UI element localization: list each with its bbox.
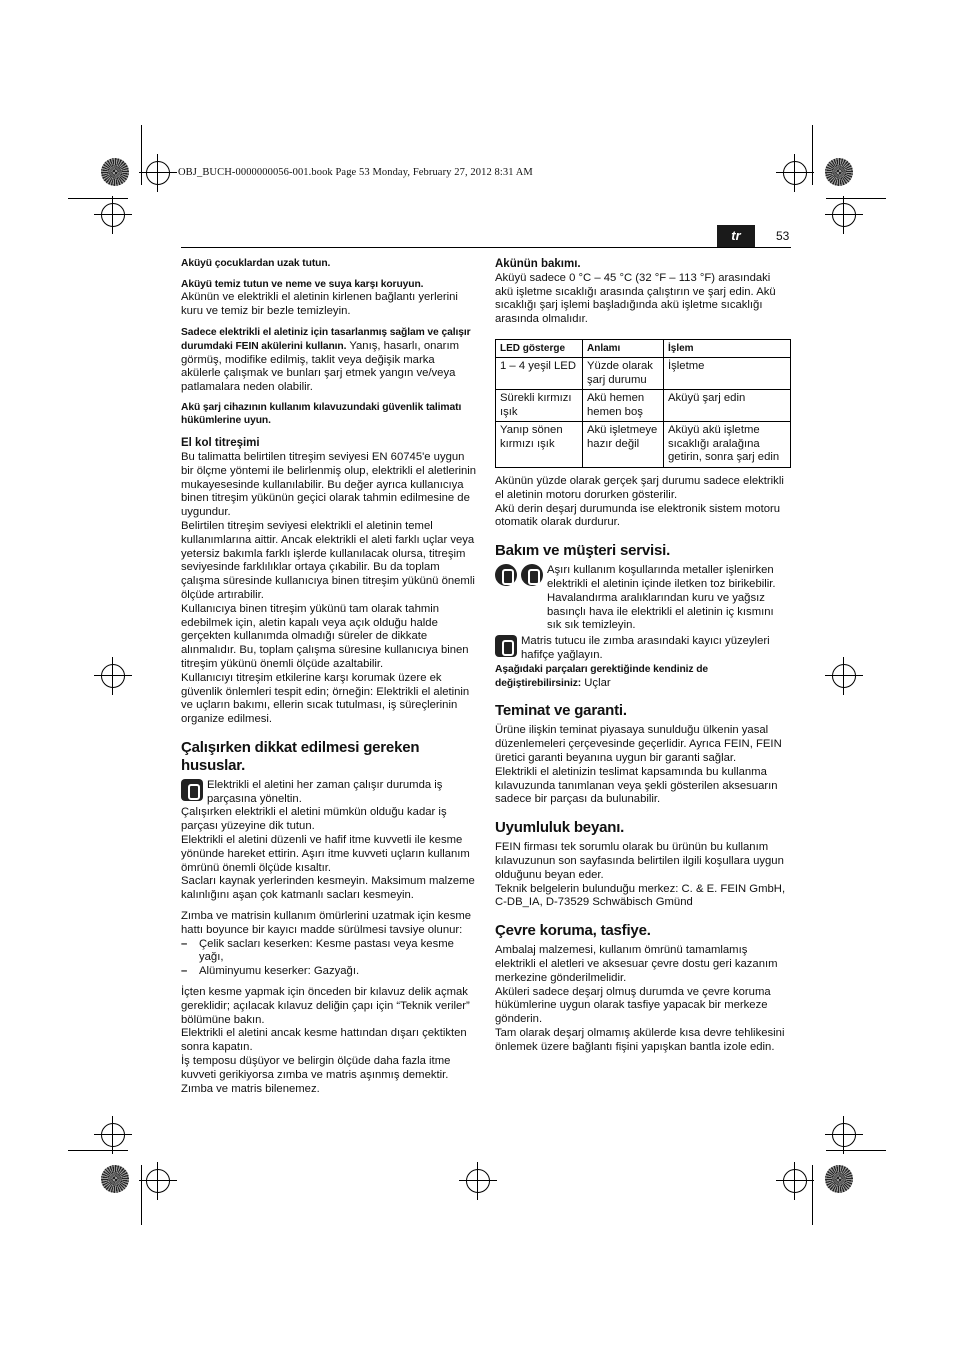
conformity-text: Teknik belgelerin bulunduğu merkez: C. & E. FEIN GmbH, C-DB_IA, D-73529 Schwäbisch Gmünd xyxy=(495,882,786,909)
registration-mark xyxy=(101,664,125,688)
table-cell: Akü hemen hemen boş xyxy=(583,390,664,422)
warranty-text: Ürüne ilişkin teminat piyasaya sunulduğu ülkenin yasal düzenlemeleri çerçevesinde geçerlidir. Ayrıca FEIN, FEIN üretici garanti beyanına uygun bir garanti sağlar. xyxy=(495,724,782,764)
environment-text: Ambalaj malzemesi, kullanım ömrünü tamamlamış elektrikli el aletleri ve aksesuar çevre dostu geri kazanım merkezine gönderilmelidir. xyxy=(495,944,778,984)
service-text: Aşırı kullanım koşullarında metaller işlenirken elektrikli el aletinin içinde iletken toz birikebilir. Havalandırma aralıklarından kuru ve yağsız basınçlı hava ile elektrikli el aletinin iç kısmını sık sık temizleyin. xyxy=(547,564,776,632)
crop-mark xyxy=(141,1165,142,1225)
table-cell: Sürekli kırmızı ışık xyxy=(496,390,583,422)
table-cell: İşletme xyxy=(664,358,791,390)
registration-mark xyxy=(832,664,856,688)
left-column xyxy=(181,258,477,1096)
crop-mark xyxy=(68,198,128,199)
work-instruction-with-icon xyxy=(181,779,477,807)
language-badge: tr xyxy=(717,225,755,247)
led-table xyxy=(495,339,791,468)
battery-care-text: Akü derin deşarj durumunda ise elektronik sistem motoru otomatik olarak durdurur. xyxy=(495,502,781,529)
registration-mark xyxy=(783,161,807,185)
work-paragraph: İş temposu düşüyor ve belirgin ölçüde daha fazla itme kuvveti gerikiyorsa zımba ve matris aşınmış demektir. xyxy=(181,1055,451,1081)
service-instruction-with-icon xyxy=(495,635,791,663)
vibration-paragraph: Belirtilen titreşim seviyesi elektrikli el aletinin temel kullanımlarına aittir. Ancak elektrikli el aleti farklı uçlar veya yetersiz bakımla farklı işlerde kullanılacak olursa, titreşim seviyesinde farklılıklar ortaya çıkabilir. Bu da toplam çalışma süresinde kullanıcıya binen titreşim yükünü önemli ölçüde artırabilir. xyxy=(181,519,475,601)
battery-child-warning: Aküyü çocuklardan uzak tutun. xyxy=(181,258,331,269)
color-bar-disc xyxy=(825,1165,853,1193)
crop-mark xyxy=(826,1150,886,1151)
oil-can-icon xyxy=(495,635,517,657)
list-item-text: Çelik sacları keserken: Kesme pastası veya kesme yağı, xyxy=(199,937,454,964)
crop-mark xyxy=(826,198,886,199)
color-bar-disc xyxy=(101,158,129,186)
table-header-cell: Anlamı xyxy=(583,339,664,358)
table-row xyxy=(496,390,791,422)
work-paragraph: Zımba ve matrisin kullanım ömürlerini uzatmak için kesme hattı boyunce bir kayıcı madde sürülmesi tavsiye olunur: xyxy=(181,910,472,936)
crop-mark xyxy=(141,125,142,185)
registration-mark xyxy=(101,1123,125,1147)
color-bar-disc xyxy=(825,158,853,186)
warranty-heading: Teminat ve garanti. xyxy=(495,702,627,720)
battery-clean-warning: Aküyü temiz tutun ve neme ve suya karşı koruyun. xyxy=(181,278,424,290)
work-paragraph: İçten kesme yapmak için önceden bir kılavuz delik açmak gereklidir; açılacak kılavuz deliğin çapı için “Teknik veriler” bölümüne bakın. xyxy=(181,986,470,1026)
table-cell: Aküyü akü işletme sıcaklığı aralağına getirin, sonra şarj edin xyxy=(664,422,791,468)
work-paragraph: Zımba ve matris bilenemez. xyxy=(181,1082,320,1095)
battery-care-heading: Akünün bakımı. xyxy=(495,258,581,270)
work-icon-text: Elektrikli el aletini her zaman çalışır durumda iş parçasına yöneltin. xyxy=(207,778,443,805)
registration-mark xyxy=(146,161,170,185)
replaceable-parts-text: Uçlar xyxy=(581,676,611,689)
face-mask-icon xyxy=(495,564,517,586)
table-cell: Aküyü şarj edin xyxy=(664,390,791,422)
list-item xyxy=(181,938,477,966)
hand-tool-icon xyxy=(181,779,203,801)
list-item-text: Alüminyumu keserker: Gazyağı. xyxy=(199,965,360,978)
registration-mark xyxy=(832,203,856,227)
registration-mark xyxy=(101,203,125,227)
crop-mark xyxy=(812,125,813,185)
battery-care-text: Akünün yüzde olarak gerçek şarj durumu sadece elektrikli el aletinin motoru dorurken gösterilir. xyxy=(495,474,784,501)
fein-battery-text: Yanış, hasarlı, onarım görmüş, modifike edilmiş, taklit veya değişik marka akülerle çalışmak ve bunları şarj etmek yangın ve/veya patlamalara neden olabilir. xyxy=(181,339,459,394)
vibration-paragraph: Bu talimatta belirtilen titreşim seviyesi EN 60745'e uygun bir ölçme yöntemi ile belirlenmiş olup, elektrikli el aletlerinin mukayesesinde kullanılabilir. Bu değer ayrıca kullanıcıya binen titreşim yükünün geçici olarak tahmin edilmesine de uygundur. xyxy=(181,450,477,519)
table-header-row xyxy=(496,339,791,358)
vibration-paragraph: Kullanıcıya binen titreşim yükünü tam olarak tahmin edebilmek için, aletin kapalı veya açık olduğu halde gerçekten kullanımda olmadığı süreler de dikkate alınmalıdır. Bu, toplam çalışma süresine kullanıcıya binen titreşim yükünü önemli ölçüde azaltabilir. xyxy=(181,602,469,670)
table-cell: Yanıp sönen kırmızı ışık xyxy=(496,422,583,468)
vibration-paragraph: Kullanıcıyı titreşim etkilerine karşı korumak üzere ek güvenlik önlemleri tespit edin; örneğin: Elektrikli el aletinin ve uçların bakımı, ellerin sıcak tutulması, iş süreçlerinin organize edilmesi. xyxy=(181,671,470,726)
vibration-heading: El kol titreşimi xyxy=(181,437,260,450)
table-header-cell: İşlem xyxy=(664,339,791,358)
service-heading: Bakım ve müşteri servisi. xyxy=(495,542,671,560)
fein-battery-warning: Sadece elektrikli el aletiniz için tasarlanmış sağlam ve çalışır durumdaki FEIN akülerini kullanın. xyxy=(181,326,471,352)
crop-mark xyxy=(812,1165,813,1225)
battery-clean-text: Akünün ve elektrikli el aletinin kirlenen bağlantı yerlerini kuru ve temiz bir bezle temizleyin. xyxy=(181,291,458,318)
page-number: 53 xyxy=(776,229,790,243)
table-cell: Akü işletmeye hazır değil xyxy=(583,422,664,468)
battery-care-text: Aküyü sadece 0 °C – 45 °C (32 °F – 113 °F) arasındaki akü işletme sıcaklığı arasında çalıştırın ve şarj edin. Akü sıcaklığı şarj işlemi başladığında akü işletme sıcaklığı arasında olmalıdır. xyxy=(495,271,776,326)
environment-text: Tam olarak deşarj olmamış akülerde kısa devre tehlikesini önlemek üzere bağlantı fişini yapışkan bantla izole edin. xyxy=(495,1026,785,1053)
table-header-cell: LED gösterge xyxy=(496,339,583,358)
service-text: Matris tutucu ile zımba arasındaki kayıcı yüzeyleri hafifçe yağlayın. xyxy=(521,635,770,661)
replaceable-parts-label: Aşağıdaki parçaları gerektiğinde kendiniz de değiştirebilirsiniz: xyxy=(495,663,709,689)
print-slug: OBJ_BUCH-0000000056-001.book Page 53 Monday, February 27, 2012 8:31 AM xyxy=(178,167,533,178)
table-cell: 1 – 4 yeşil LED xyxy=(496,358,583,390)
registration-mark xyxy=(783,1169,807,1193)
color-bar-disc xyxy=(101,1165,129,1193)
conformity-text: FEIN firması tek sorumlu olarak bu ürünün bu kullanım kılavuzunun son sayfasında belirtilen ilgili koşullara uygun olduğunu beyan eder. xyxy=(495,841,784,881)
list-item xyxy=(181,965,477,979)
work-paragraph: Elektrikli el aletini düzenli ve hafif itme kuvvetli ile kesme yönünde hareket ettirin. Aşırı itme kuvveti uçların kullanım ömrünü önemli ölçüde kısaltır. xyxy=(181,834,470,874)
work-paragraph: Çalışırken elektrikli el aletini mümkün olduğu kadar iş parçası yüzeyine dik tutun. xyxy=(181,806,447,833)
charger-warning: Akü şarj cihazının kullanım kılavuzundaki güvenlik talimatı hükümlerine uyun. xyxy=(181,401,462,426)
work-section-heading: Çalışırken dikkat edilmesi gereken hususlar. xyxy=(181,738,420,774)
crop-mark xyxy=(68,1150,128,1151)
environment-text: Aküleri sadece deşarj olmuş durumda ve çevre koruma hükümlerine uygun olarak tasfiye yapacak bir merkeze gönderin. xyxy=(495,985,771,1026)
registration-mark xyxy=(466,1169,490,1193)
header-rule xyxy=(181,247,791,248)
dash-marker: – xyxy=(181,965,188,978)
work-paragraph: Elektrikli el aletini ancak kesme hattından dışarı çektikten sonra kapatın. xyxy=(181,1027,467,1054)
table-row xyxy=(496,422,791,468)
conformity-heading: Uyumluluk beyanı. xyxy=(495,819,625,837)
work-paragraph: Sacları kaynak yerlerinden kesmeyin. Maksimum malzeme kalınlığını aşan çok katmanlı sacları kesmeyin. xyxy=(181,875,475,902)
dash-marker: – xyxy=(181,937,188,950)
environment-heading: Çevre koruma, tasfiye. xyxy=(495,922,651,940)
warranty-text: Elektrikli el aletinizin teslimat kapsamında bu kullanma kılavuzunda tanımlanan veya şekli gösterilen aksesuarın sadece bir parçası da bulunabilir. xyxy=(495,765,778,806)
compressed-air-icon xyxy=(521,564,543,586)
table-row xyxy=(496,358,791,390)
registration-mark xyxy=(832,1123,856,1147)
registration-mark xyxy=(146,1169,170,1193)
service-instruction-with-icon xyxy=(495,564,791,633)
right-column xyxy=(495,258,791,1054)
table-cell: Yüzde olarak şarj durumu xyxy=(583,358,664,390)
